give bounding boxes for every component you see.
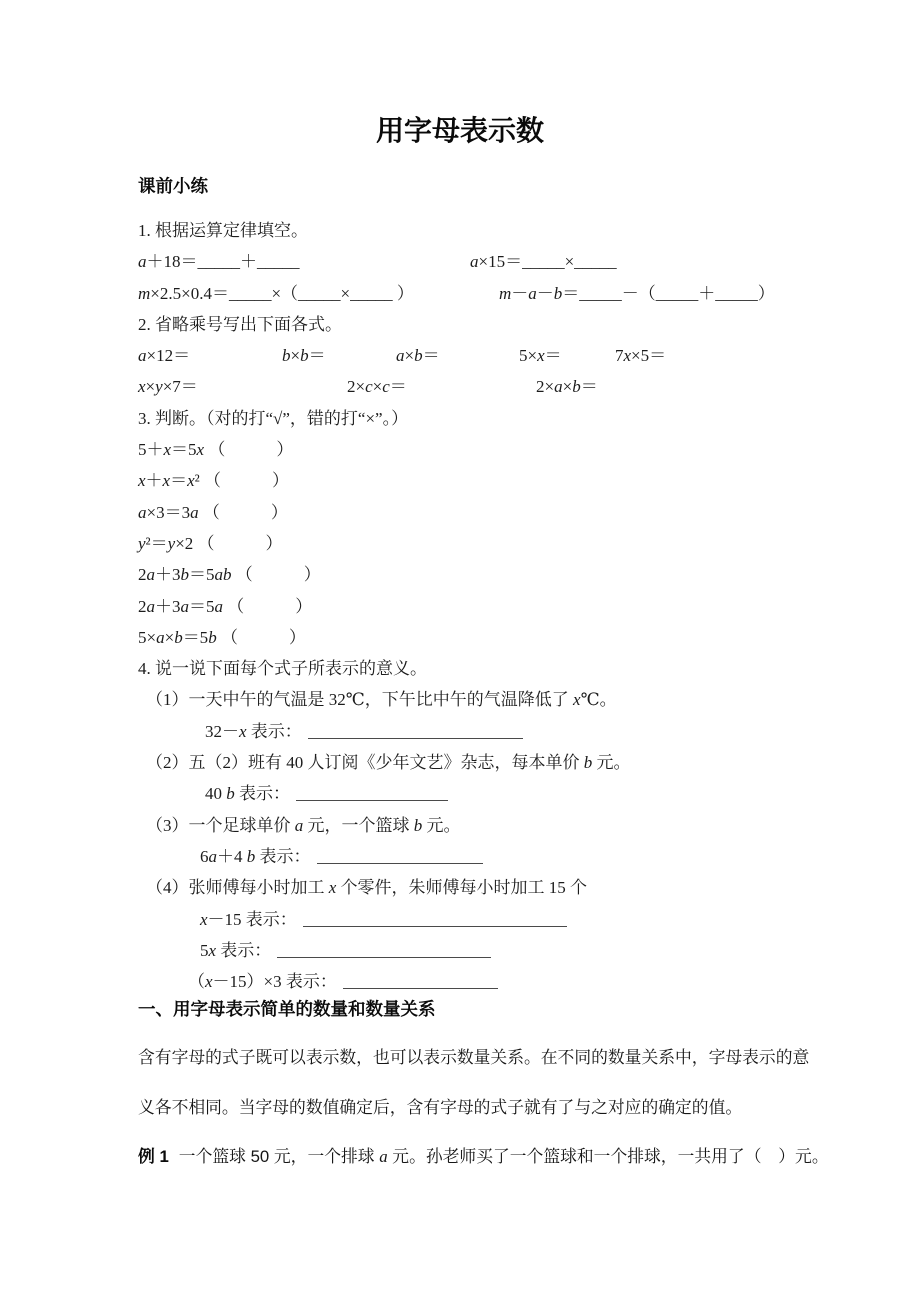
q4-item-2-prompt: （2）五（2）班有 40 人订阅《少年文艺》杂志，每本单价 b 元。	[146, 753, 631, 773]
fill-in-blank-line	[303, 913, 567, 927]
q4-item-1-answer-line	[138, 716, 818, 747]
fill-in-blank-line	[308, 725, 523, 739]
q1-row2	[138, 278, 818, 309]
q1-label: 1. 根据运算定律填空。	[138, 221, 308, 240]
section-one-paragraph-line-2: 义各不相同。当字母的数值确定后，含有字母的式子就有了与之对应的确定的值。	[138, 1098, 743, 1117]
q2-expression: a×b＝	[396, 346, 440, 366]
q3-judgment-item: y²＝y×2 （ ）	[138, 533, 283, 553]
expression-text: 32－x 表示：	[205, 721, 302, 741]
pre-practice-body	[138, 215, 818, 997]
q3-judgment-item: 5＋x＝5x （ ）	[138, 440, 294, 460]
example-1-text: 一个篮球 50 元，一个排球 a 元。孙老师买了一个篮球和一个排球，一共用了（ ）元。	[178, 1147, 829, 1166]
q4-answer-expression	[200, 904, 567, 935]
q4-answer-expression	[205, 716, 523, 747]
q2-row1	[138, 340, 818, 371]
q2-expression: x×y×7＝	[138, 377, 198, 397]
q4-item-3-prompt: （3）一个足球单价 a 元，一个篮球 b 元。	[146, 815, 461, 835]
q1-row2-right-expression: m－a－b＝_____－（_____＋_____）	[499, 283, 775, 303]
q1-row2-left-expression: m×2.5×0.4＝_____×（_____×_____ ）	[138, 283, 414, 303]
example-1-label: 例 1	[138, 1147, 169, 1166]
expression-text: （x－15）×3 表示：	[188, 972, 337, 992]
q4-item-3-answer-line	[138, 841, 818, 872]
example-1-line	[138, 1143, 829, 1167]
expression-text: 6a＋4 b 表示：	[200, 846, 311, 866]
expression-text: 40 b 表示：	[205, 784, 290, 804]
fill-in-blank-line	[296, 787, 448, 801]
q2-expression: 2×a×b＝	[536, 377, 598, 397]
q1-row1-left-expression: a＋18＝_____＋_____	[138, 252, 300, 272]
q3-judgment-item: 2a＋3b＝5ab （ ）	[138, 565, 321, 585]
q3-judgment-item: 5×a×b＝5b （ ）	[138, 627, 306, 647]
q2-expression: 2×c×c＝	[347, 377, 407, 397]
fill-in-blank-line	[317, 850, 483, 864]
pre-practice-heading: 课前小练	[138, 176, 208, 196]
q3-label: 3. 判断。（对的打“√”，错的打“×”。）	[138, 408, 409, 428]
q4-item-4-answer-line-2	[138, 935, 818, 966]
q2-expression: b×b＝	[282, 346, 326, 366]
q4-item-4-prompt: （4）张师傅每小时加工 x 个零件，朱师傅每小时加工 15 个	[146, 878, 588, 898]
fill-in-blank-line	[277, 944, 491, 958]
fill-in-blank-line	[343, 975, 498, 989]
q1-row1	[138, 246, 818, 277]
page-title: 用字母表示数	[375, 115, 544, 146]
q2-expression: a×12＝	[138, 346, 191, 366]
q2-expression: 5×x＝	[519, 346, 562, 366]
q1-row1-right-expression: a×15＝_____×_____	[470, 252, 617, 272]
q4-item-1-prompt: （1）一天中午的气温是 32℃，下午比中午的气温降低了 x℃。	[146, 690, 617, 710]
q2-label: 2. 省略乘号写出下面各式。	[138, 314, 342, 334]
q2-row2	[138, 371, 818, 402]
q4-answer-expression	[200, 841, 483, 872]
q3-judgment-item: a×3＝3a （ ）	[138, 502, 288, 522]
q3-judgment-item: 2a＋3a＝5a （ ）	[138, 596, 313, 616]
section-one-heading: 一、用字母表示简单的数量和数量关系	[138, 999, 436, 1019]
q4-item-4-answer-line-3	[138, 966, 818, 997]
q2-expression: 7x×5＝	[615, 346, 667, 366]
section-one-paragraph-line-1: 含有字母的式子既可以表示数，也可以表示数量关系。在不同的数量关系中，字母表示的意	[138, 1048, 810, 1067]
q3-judgment-item: x＋x＝x² （ ）	[138, 471, 289, 491]
expression-text: x－15 表示：	[200, 909, 297, 929]
q4-answer-expression	[205, 778, 448, 809]
q4-label: 4. 说一说下面每个式子所表示的意义。	[138, 659, 427, 679]
expression-text: 5x 表示：	[200, 940, 272, 960]
q4-answer-expression	[188, 966, 498, 997]
q4-item-4-answer-line-1	[138, 904, 818, 935]
q4-answer-expression	[200, 935, 491, 966]
q4-item-2-answer-line	[138, 778, 818, 809]
